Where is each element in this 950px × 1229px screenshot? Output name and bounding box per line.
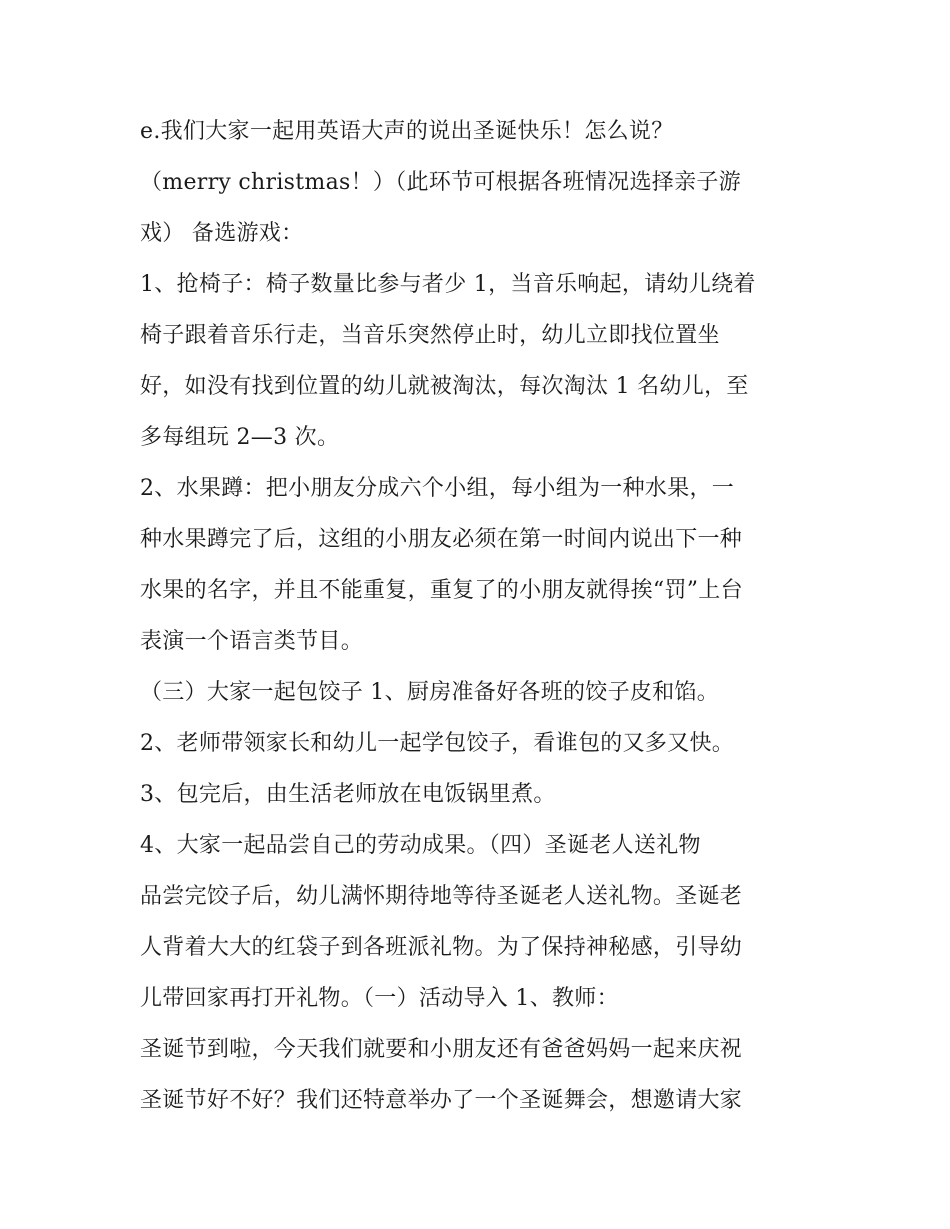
text-line: 种水果蹲完了后，这组的小朋友必须在第一时间内说出下一种 [140, 527, 743, 552]
text-line: 椅子跟着音乐行走，当音乐突然停止时，幼儿立即找位置坐 [140, 323, 720, 348]
text-line: 表演一个语言类节目。 [140, 629, 364, 654]
text-line: 人背着大大的红袋子到各班派礼物。为了保持神秘感，引导幼 [140, 935, 743, 960]
text-line: 2、老师带领家长和幼儿一起学包饺子，看谁包的又多又快。 [140, 731, 735, 756]
text-line: 品尝完饺子后，幼儿满怀期待地等待圣诞老人送礼物。圣诞老 [140, 884, 743, 909]
text-line: 戏） 备选游戏： [140, 221, 304, 246]
text-line: 好，如没有找到位置的幼儿就被淘汰，每次淘汰 1 名幼儿，至 [140, 374, 749, 399]
text-line: e.我们大家一起用英语大声的说出圣诞快乐！怎么说？ [140, 119, 674, 144]
text-line: （三）大家一起包饺子 1、厨房准备好各班的饺子皮和馅。 [140, 680, 720, 705]
text-line: 4、大家一起品尝自己的劳动成果。（四）圣诞老人送礼物 [140, 833, 701, 858]
text-line: 1、抢椅子：椅子数量比参与者少 1，当音乐响起，请幼儿绕着 [140, 272, 756, 297]
text-line: 多每组玩 2—3 次。 [140, 425, 340, 450]
text-line: 圣诞节到啦，今天我们就要和小朋友还有爸爸妈妈一起来庆祝 [140, 1037, 743, 1062]
text-line: 儿带回家再打开礼物。（一）活动导入 1、教师： [140, 986, 619, 1011]
text-line: （merry christmas！）（此环节可根据各班情况选择亲子游 [140, 170, 741, 195]
text-line: 3、包完后，由生活老师放在电饭锅里煮。 [140, 782, 556, 807]
document-body [140, 106, 830, 1126]
text-line: 圣诞节好不好？我们还特意举办了一个圣诞舞会，想邀请大家 [140, 1088, 743, 1113]
text-line: 水果的名字，并且不能重复，重复了的小朋友就得挨“罚”上台 [140, 578, 743, 603]
text-line: 2、水果蹲：把小朋友分成六个小组，每小组为一种水果，一 [140, 476, 735, 501]
